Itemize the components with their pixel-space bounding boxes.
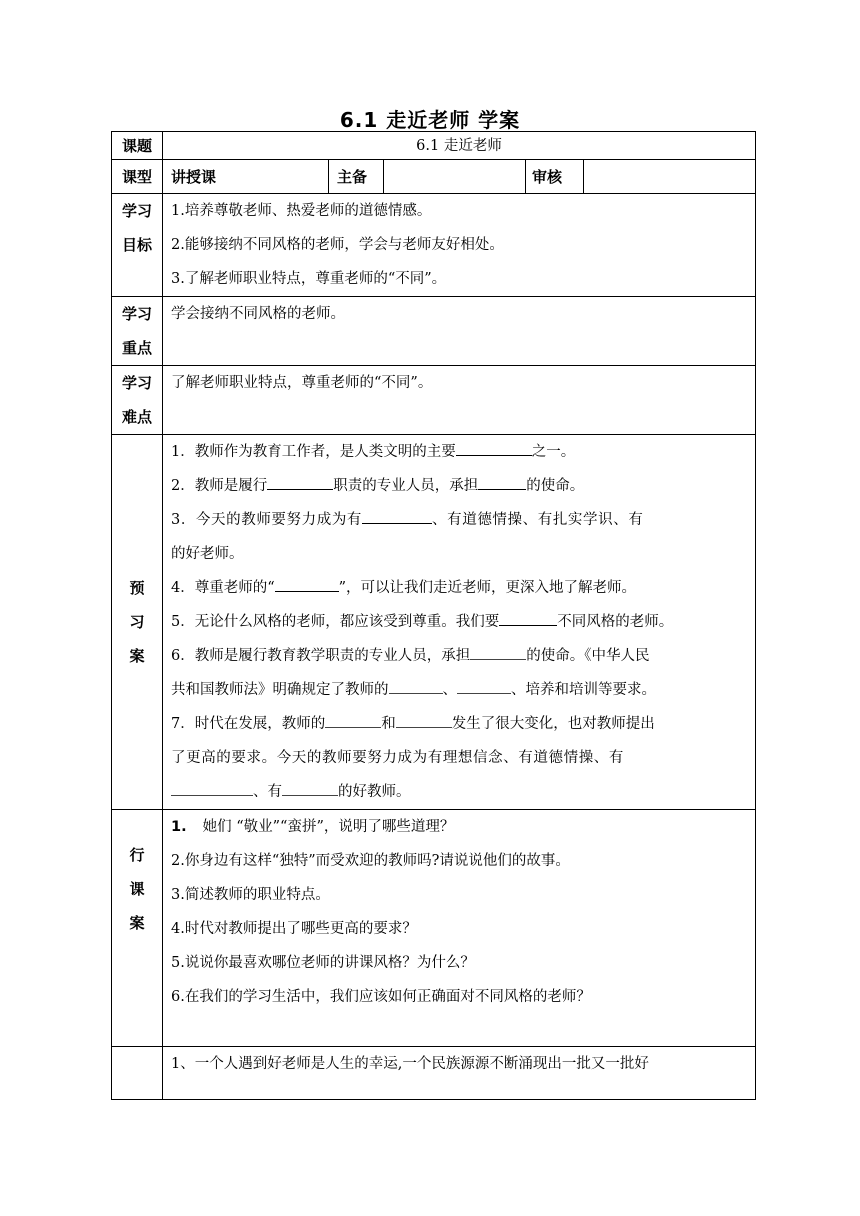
preview-question-5: 5．无论什么风格的老师，都应该受到尊重。我们要 不同风格的老师。 (171, 614, 674, 630)
preview-row (112, 435, 756, 810)
review-value[interactable] (584, 160, 756, 194)
preview-content (163, 435, 756, 810)
document-title: 6.1 走近老师 学案 (339, 108, 521, 132)
answer-blank[interactable] (267, 477, 333, 490)
difficulties-content: 了解老师职业特点，尊重老师的“不同”。 (163, 366, 756, 435)
difficulties-row (112, 366, 756, 435)
answer-blank[interactable] (325, 715, 381, 728)
preview-question-1: 1．教师作为教育工作者，是人类文明的主要 之一。 (171, 444, 576, 460)
preview-question-6-cont: 共和国教师法》明确规定了教师的 、 、培养和培训等要求。 (171, 682, 656, 698)
lesson-question: 3.简述教师的职业特点。 (171, 887, 330, 903)
type-label: 课型 (112, 160, 163, 194)
answer-blank[interactable] (275, 579, 339, 592)
summary-content: 1、一个人遇到好老师是人生的幸运,一个民族源源不断涌现出一批又一批好 (163, 1047, 756, 1100)
preview-question-4: 4．尊重老师的“ ”，可以让我们走近老师，更深入地了解老师。 (171, 580, 637, 596)
host-label: 主备 (329, 160, 384, 194)
goal-item: 1.培养尊敬老师、热爱老师的道德情感。 (171, 203, 432, 219)
summary-label (112, 1047, 163, 1100)
preview-question-7-end: 、有 的好教师。 (163, 775, 755, 809)
type-row (112, 160, 756, 194)
lesson-question: 4.时代对教师提出了哪些更高的要求？ (171, 921, 417, 937)
preview-question-2: 2．教师是履行 职责的专业人员，承担 的使命。 (171, 478, 585, 494)
preview-question-7: 7．时代在发展，教师的 和 发生了很大变化，也对教师提出 (171, 716, 655, 732)
answer-blank[interactable] (282, 783, 338, 796)
goals-content (163, 194, 756, 297)
answer-blank[interactable] (470, 647, 526, 660)
preview-question-3-cont: 的好老师。 (171, 546, 244, 562)
summary-row (112, 1047, 756, 1100)
study-plan-table (111, 131, 756, 1100)
topic-row (112, 132, 756, 160)
answer-blank[interactable] (478, 477, 526, 490)
goals-label: 学习 目标 (112, 194, 163, 297)
answer-blank[interactable] (362, 511, 432, 524)
key-points-row (112, 297, 756, 366)
lesson-row (112, 810, 756, 1047)
lesson-content (163, 810, 756, 1047)
preview-question-6: 6．教师是履行教育教学职责的专业人员，承担 的使命。《中华人民 (171, 648, 650, 664)
answer-blank[interactable] (389, 681, 443, 694)
review-label: 审核 (526, 160, 584, 194)
goal-item: 2.能够接纳不同风格的老师，学会与老师友好相处。 (171, 237, 504, 253)
preview-question-7-cont: 了更高的要求。今天的教师要努力成为有理想信念、有道德情操、有 (171, 750, 624, 766)
host-value[interactable] (384, 160, 526, 194)
topic-label: 课题 (112, 132, 163, 160)
topic-value: 6.1 走近老师 (163, 132, 756, 160)
preview-question-3: 3．今天的教师要努力成为有 、有道德情操、有扎实学识、有 (171, 512, 644, 528)
lesson-question: 6.在我们的学习生活中，我们应该如何正确面对不同风格的老师？ (171, 989, 591, 1005)
lesson-question: 5.说说你最喜欢哪位老师的讲课风格？为什么？ (171, 955, 475, 971)
type-value: 讲授课 (163, 160, 329, 194)
key-points-content: 学会接纳不同风格的老师。 (163, 297, 756, 366)
difficulties-label: 学习 难点 (112, 366, 163, 435)
lesson-question: 2.你身边有这样“独特”而受欢迎的教师吗?请说说他们的故事。 (171, 853, 570, 869)
answer-blank[interactable] (456, 443, 532, 456)
goals-row (112, 194, 756, 297)
answer-blank[interactable] (396, 715, 452, 728)
preview-label: 预 习 案 (112, 435, 163, 810)
lesson-question-1: 1. 她们 “敬业”“蛮拼”，说明了哪些道理？ (171, 819, 455, 835)
answer-blank[interactable] (171, 783, 253, 796)
lesson-label: 行 课 案 (112, 810, 163, 1047)
answer-blank[interactable] (457, 681, 511, 694)
key-points-label: 学习 重点 (112, 297, 163, 366)
answer-blank[interactable] (499, 613, 557, 626)
goal-item: 3.了解老师职业特点，尊重老师的“不同”。 (171, 271, 447, 287)
